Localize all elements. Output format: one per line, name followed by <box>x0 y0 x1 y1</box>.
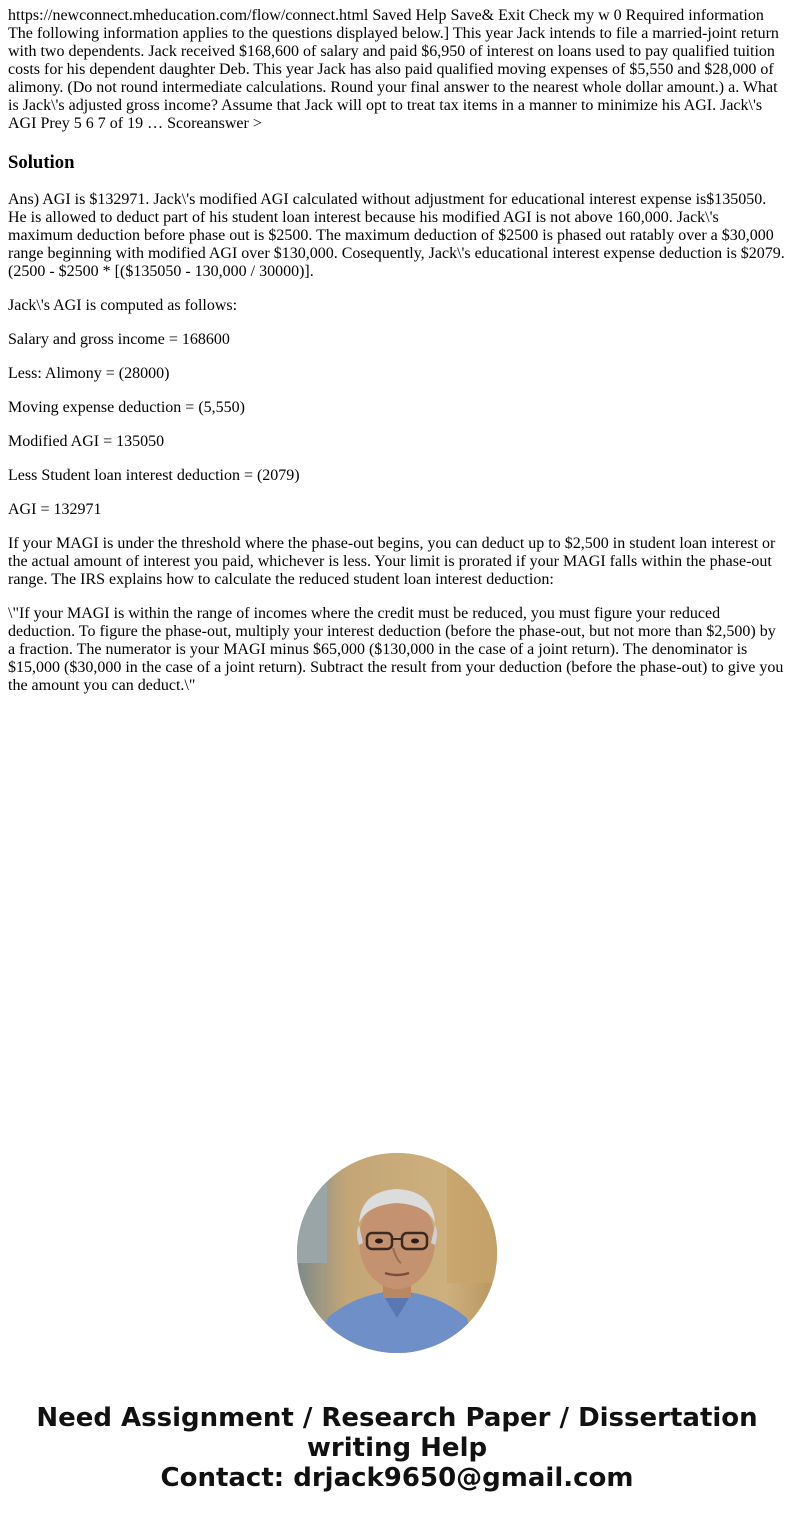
promo-line-2: writing Help <box>306 1433 488 1463</box>
document-content <box>8 7 786 695</box>
magi-explanation-paragraph: If your MAGI is under the threshold where the phase-out begins, you can deduct up to $2,500 in student loan interest or the actual amount of interest you paid, whichever is less. Your limit is prorated if your MAGI falls within the phase-out range. The IRS explains how to calculate the reduced student loan interest deduction: <box>8 535 776 588</box>
irs-quote-paragraph: \"If your MAGI is within the range of incomes where the credit must be reduced, you must figure your reduced deduction. To figure the phase-out, multiply your interest deduction (before the phase-out, but not more than $2,500) by a fraction. The numerator is your MAGI minus $65,000 ($130,000 in the case of a joint return). The denominator is $15,000 ($30,000 in the case of a joint return). Subtract the result from your deduction (before the phase-out) to give you the amount you can deduct.\" <box>8 605 784 694</box>
agi-line: AGI = 132971 <box>8 501 102 518</box>
promo-line-1: Need Assignment / Research Paper / Dissertation <box>36 1403 758 1433</box>
author-avatar <box>297 1153 497 1353</box>
author-portrait-image <box>297 1153 497 1353</box>
student-loan-line: Less Student loan interest deduction = (2079) <box>8 467 300 484</box>
salary-line: Salary and gross income = 168600 <box>8 331 230 348</box>
computation-intro: Jack\'s AGI is computed as follows: <box>8 297 238 314</box>
alimony-line: Less: Alimony = (28000) <box>8 365 170 382</box>
promo-banner <box>0 1403 794 1493</box>
promo-contact-line: Contact: drjack9650@gmail.com <box>160 1463 634 1493</box>
solution-answer-paragraph: Ans) AGI is $132971. Jack\'s modified AGI calculated without adjustment for educational interest expense is$135050. He is allowed to deduct part of his student loan interest because his modified AGI is not above 160,000. Jack\'s maximum deduction before phase out is $2500. The maximum deduction of $2500 is phased out ratably over a $30,000 range beginning with modified AGI over $130,000. Cosequently, Jack\'s educational interest expense deduction is $2079. (2500 - $2500 * [($135050 - 130,000 / 30000)]. <box>8 191 785 280</box>
modified-agi-line: Modified AGI = 135050 <box>8 433 165 450</box>
question-text: https://newconnect.mheducation.com/flow/connect.html Saved Help Save& Exit Check my w 0 Required information The following information applies to the questions displayed below.] This year Jack intends to file a married-joint return with two dependents. Jack received $168,600 of salary and paid $6,950 of interest on loans used to pay qualified tuition costs for his dependent daughter Deb. This year Jack has also paid qualified moving expenses of $5,550 and $28,000 of alimony. (Do not round intermediate calculations. Round your final answer to the nearest whole dollar amount.) a. What is Jack\'s adjusted gross income? Assume that Jack will opt to treat tax items in a manner to minimize his AGI. Jack\'s AGI Prey 5 6 7 of 19 … Scoreanswer > <box>8 7 779 132</box>
solution-heading: Solution <box>8 152 75 173</box>
moving-expense-line: Moving expense deduction = (5,550) <box>8 399 245 416</box>
